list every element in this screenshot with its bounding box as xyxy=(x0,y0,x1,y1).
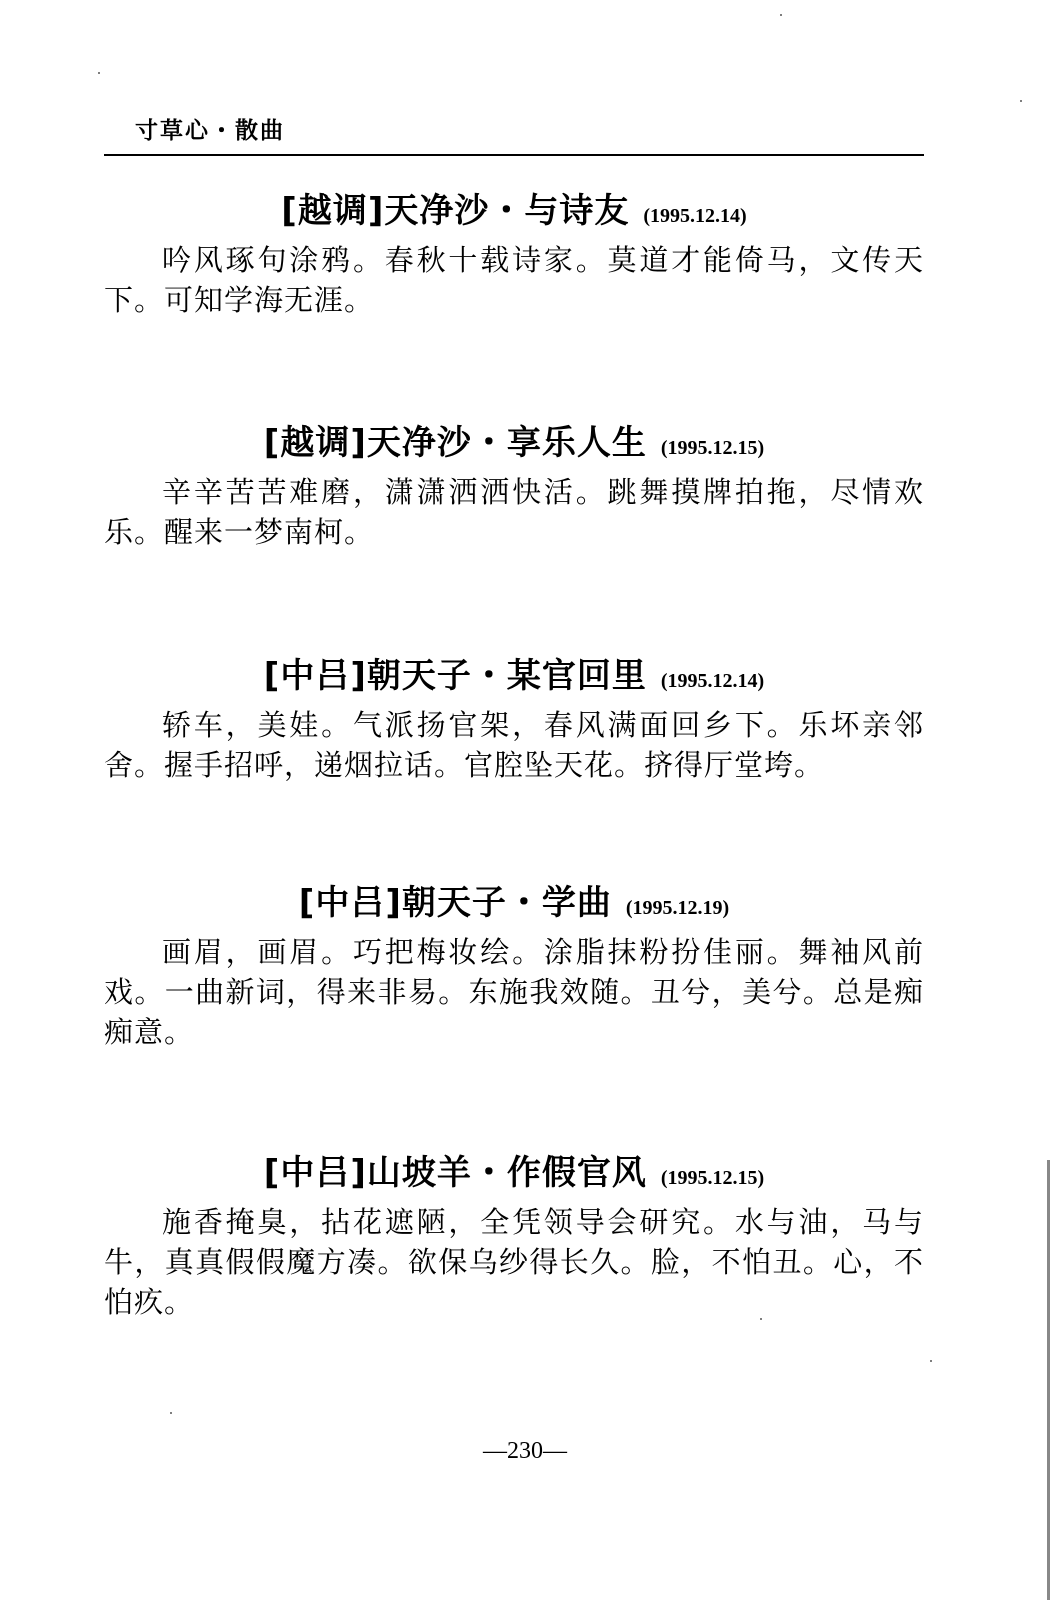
poem-3 xyxy=(104,653,924,785)
poem-text: 轿车，美娃。气派扬官架，春风满面回乡下。乐坏亲邻舍。握手招呼，递烟拉话。官腔坠天花。挤得厅堂垮。 xyxy=(104,708,924,782)
poem-date: (1995.12.15) xyxy=(660,1167,765,1189)
scan-speck xyxy=(1020,100,1022,102)
poem-title-text: [中吕]山坡羊・作假官风 xyxy=(263,1153,647,1193)
scan-speck xyxy=(780,14,782,16)
poem-text: 辛辛苦苦难磨，潇潇洒洒快活。跳舞摸牌拍拖，尽情欢乐。醒来一梦南柯。 xyxy=(104,475,924,549)
page-number: —230— xyxy=(483,1438,567,1464)
poem-4 xyxy=(104,880,924,1052)
poem-title xyxy=(104,653,924,699)
poem-title-text: [中吕]朝天子・学曲 xyxy=(298,883,612,923)
poem-5 xyxy=(104,1150,924,1322)
poem-date: (1995.12.15) xyxy=(660,437,765,459)
scan-speck xyxy=(98,72,100,74)
poem-text: 画眉，画眉。巧把梅妆绘。涂脂抹粉扮佳丽。舞袖风前戏。一曲新词，得来非易。东施我效随。丑兮，美兮。总是痴痴意。 xyxy=(104,935,924,1049)
poem-title xyxy=(104,880,924,926)
scan-speck xyxy=(930,1360,932,1362)
poem-1 xyxy=(104,188,924,320)
poem-text: 施香掩臭，拈花遮陋，全凭领导会研究。水与油，马与牛，真真假假魔方凑。欲保乌纱得长久。脸，不怕丑。心，不怕疚。 xyxy=(104,1205,924,1319)
poem-title xyxy=(104,188,924,234)
poem-date: (1995.12.14) xyxy=(643,205,747,227)
poem-title xyxy=(104,420,924,466)
poem-2 xyxy=(104,420,924,552)
header-rule xyxy=(104,154,924,156)
poem-title xyxy=(104,1150,924,1196)
poem-title-text: [越调]天净沙・与诗友 xyxy=(281,191,630,231)
running-head: 寸草心・散曲 xyxy=(135,117,285,144)
scan-speck xyxy=(170,1412,172,1414)
poem-text: 吟风琢句涂鸦。春秋十载诗家。莫道才能倚马，文传天下。可知学海无涯。 xyxy=(104,243,924,317)
scan-speck xyxy=(760,1318,762,1320)
poem-title-text: [越调]天净沙・享乐人生 xyxy=(263,423,647,463)
poem-date: (1995.12.19) xyxy=(625,897,730,919)
poem-title-text: [中吕]朝天子・某官回里 xyxy=(263,656,647,696)
poem-date: (1995.12.14) xyxy=(660,670,765,692)
